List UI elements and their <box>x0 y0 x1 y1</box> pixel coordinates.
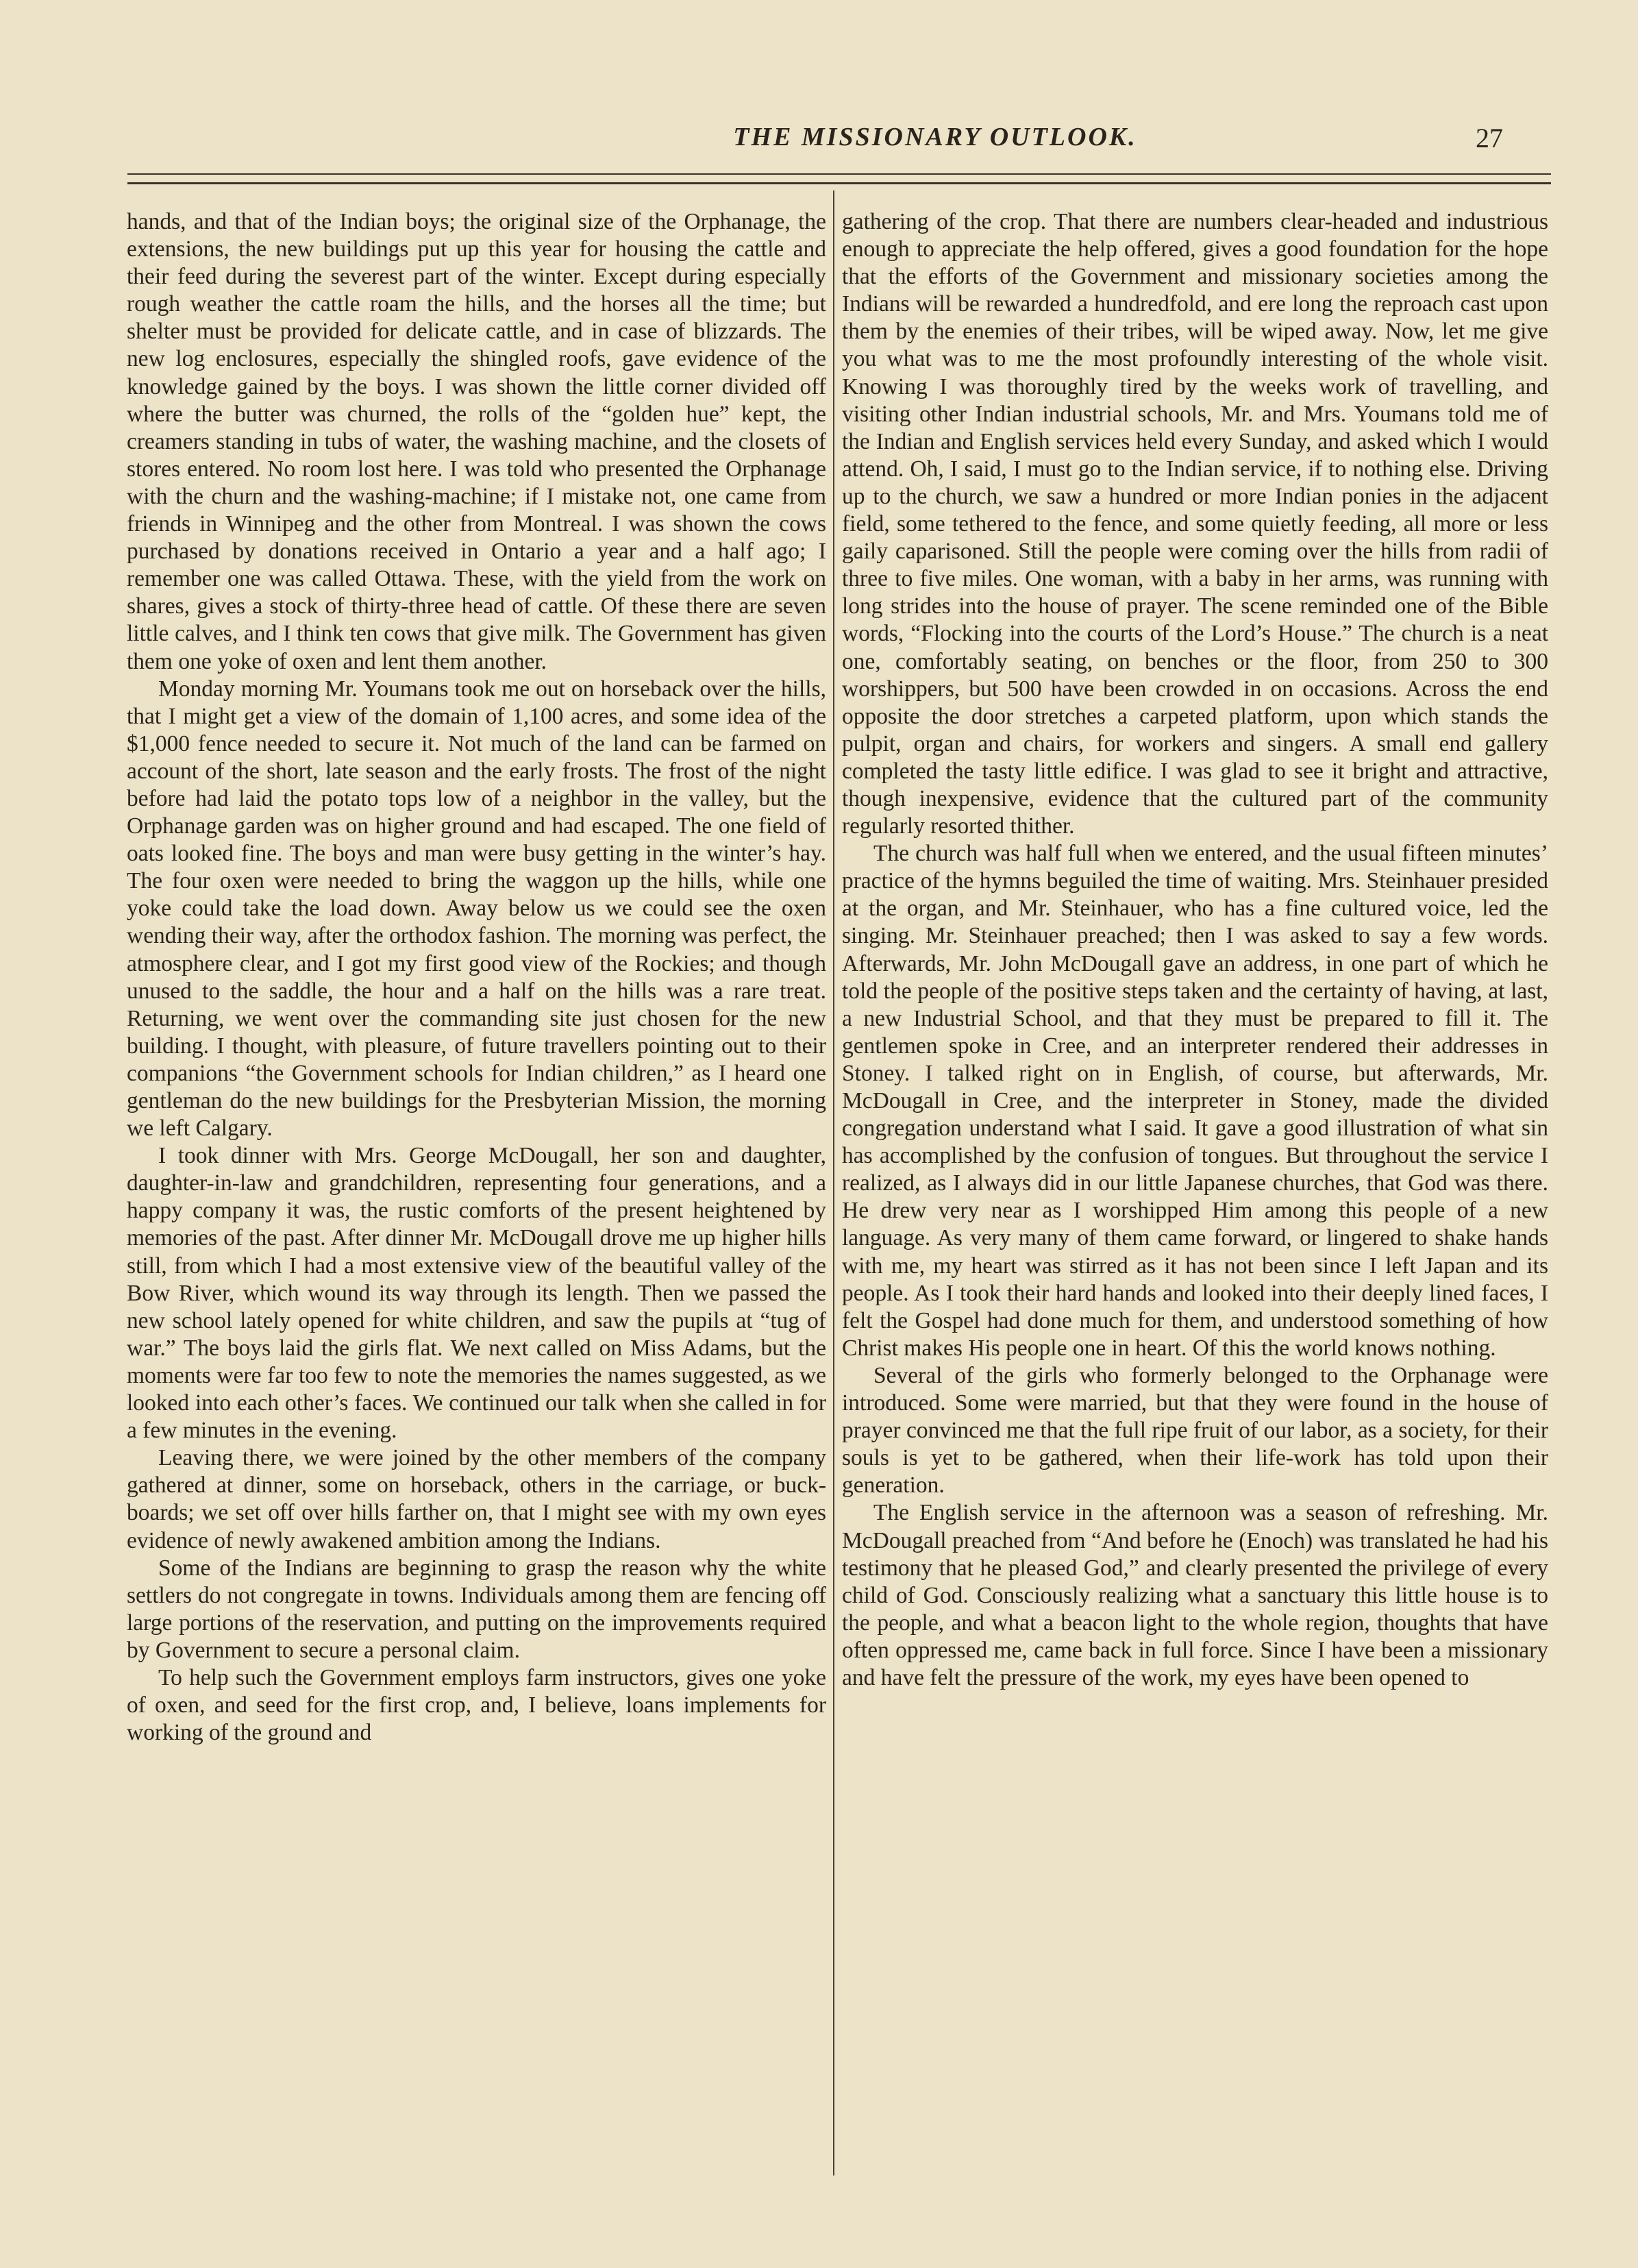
header-rule-thin <box>127 173 1551 175</box>
paragraph: Some of the Indians are beginning to grasp the reason why the white settlers do not congregate in towns. Individuals among them are fencing off large portions of the reservation, and putting on the improvements required by Government to secure a personal claim. <box>127 1555 826 1663</box>
paragraph: hands, and that of the Indian boys; the original size of the Orphanage, the extensions, the new buildings put up this year for housing the cattle and their feed during the severest part of the winter. Except during especially rough weather the cattle roam the hills, and the horses all the time; but shelter must be provided for delicate cattle, and in case of blizzards. The new log enclosures, especially the shingled roofs, gave evidence of the knowledge gained by the boys. I was shown the little corner divided off where the butter was churned, the rolls of the “golden hue” kept, the creamers standing in tubs of water, the washing machine, and the closets of stores entered. No room lost here. I was told who presented the Orphanage with the churn and the washing-machine; if I mistake not, one came from friends in Winnipeg and the other from Montreal. I was shown the cows purchased by donations received in Ontario a year and a half ago; I remember one was called Ottawa. These, with the yield from the work on shares, gives a stock of thirty-three head of cattle. Of these there are seven little calves, and I think ten cows that give milk. The Government has given them one yoke of oxen and lent them another. <box>127 209 826 674</box>
paragraph: The church was half full when we entered, and the usual fifteen minutes’ practice of the hymns beguiled the time of waiting. Mrs. Steinhauer presided at the organ, and Mr. Steinhauer, who has a fine cultured voice, led the singing. Mr. Steinhauer preached; then I was asked to say a few words. Afterwards, Mr. John McDougall gave an address, in one part of which he told the people of the positive steps taken and the certainty of having, at last, a new Industrial School, and that they must be prepared to fill it. The gentlemen spoke in Cree, and an interpreter rendered their addresses in Stoney. I talked right on in English, of course, but afterwards, Mr. McDougall in Cree, and the interpreter in Stoney, made the divided congregation understand what I said. It gave a good illustration of what sin has accomplished by the confusion of tongues. But throughout the service I realized, as I always did in our little Japanese churches, that God was there. He drew very near as I worshipped Him among this people of a new language. As very many of them came forward, or lingered to shake hands with me, my heart was stirred as it has not been since I left Japan and its people. As I took their hard hands and looked into their deeply lined faces, I felt the Gospel had done much for them, and understood something of how Christ makes His people one in heart. Of this the world knows nothing. <box>842 841 1548 1361</box>
paragraph: I took dinner with Mrs. George McDougall, her son and daughter, daughter-in-law and grandchildren, representing four generations, and a happy company it was, the rustic comforts of the present heightened by memories of the past. After dinner Mr. McDougall drove me up higher hills still, from which I had a most extensive view of the beautiful valley of the Bow River, which wound its way through its length. Then we passed the new school lately opened for white children, and saw the pupils at “tug of war.” The boys laid the girls flat. We next called on Miss Adams, but the moments were far too few to note the memories the names suggested, as we looked into each other’s faces. We continued our talk when she called in for a few minutes in the evening. <box>127 1143 826 1444</box>
paragraph: gathering of the crop. That there are numbers clear-headed and industrious enough to appreciate the help offered, gives a good foundation for the hope that the efforts of the Government and missionary societies among the Indians will be rewarded a hundredfold, and ere long the reproach cast upon them by the enemies of their tribes, will be wiped away. Now, let me give you what was to me the most profoundly interesting of the whole visit. Knowing I was thoroughly tired by the weeks work of travelling, and visiting other Indian industrial schools, Mr. and Mrs. Youmans told me of the Indian and English services held every Sunday, and asked which I would attend. Oh, I said, I must go to the Indian service, if to nothing else. Driving up to the church, we saw a hundred or more Indian ponies in the adjacent field, some tethered to the fence, and some quietly feeding, all more or less gaily caparisoned. Still the people were coming over the hills from radii of three to five miles. One woman, with a baby in her arms, was running with long strides into the house of prayer. The scene reminded one of the Bible words, “Flocking into the courts of the Lord’s House.” The church is a neat one, comfortably seating, on benches or the floor, from 250 to 300 worshippers, but 500 have been crowded in on occasions. Across the end opposite the door stretches a carpeted platform, upon which stands the pulpit, organ and chairs, for workers and singers. A small end gallery completed the tasty little edifice. I was glad to see it bright and attractive, though inexpensive, evidence that the cultured part of the community regularly resorted thither. <box>842 209 1548 839</box>
header-rule-thick <box>127 182 1551 184</box>
paragraph: Several of the girls who formerly belonged to the Orphanage were introduced. Some were married, but that they were found in the house of prayer convinced me that the full ripe fruit of our labor, as a society, for their souls is yet to be gathered, when their life-work has told upon their generation. <box>842 1362 1548 1499</box>
page-header <box>123 122 1548 163</box>
paragraph: Leaving there, we were joined by the other members of the company gathered at dinner, some on horseback, others in the carriage, or buck-boards; we set off over hills farther on, that I might see with my own eyes evidence of newly awakened ambition among the Indians. <box>127 1445 826 1553</box>
left-column <box>127 208 826 2175</box>
right-column <box>842 208 1548 2175</box>
column-divider <box>833 190 834 2175</box>
running-title: THE MISSIONARY OUTLOOK. <box>733 123 1137 151</box>
paragraph: Monday morning Mr. Youmans took me out on horseback over the hills, that I might get a view of the domain of 1,100 acres, and some idea of the $1,000 fence needed to secure it. Not much of the land can be farmed on account of the short, late season and the early frosts. The frost of the night before had laid the potato tops low of a neighbor in the valley, but the Orphanage garden was on higher ground and had escaped. The one field of oats looked fine. The boys and man were busy getting in the winter’s hay. The four oxen were needed to bring the waggon up the hills, while one yoke could take the load down. Away below us we could see the oxen wending their way, after the orthodox fashion. The morning was perfect, the atmosphere clear, and I got my first good view of the Rockies; and though unused to the saddle, the hour and a half on the hills was a rare treat. Returning, we went over the commanding site just chosen for the new building. I thought, with pleasure, of future travellers pointing out to their companions “the Government schools for Indian children,” as I heard one gentleman do the new buildings for the Presbyterian Mission, the morning we left Calgary. <box>127 676 826 1142</box>
paragraph: The English service in the afternoon was a season of refreshing. Mr. McDougall preached from “And before he (Enoch) was translated he had his testimony that he pleased God,” and clearly presented the privilege of every child of God. Consciously realizing what a sanctuary this little house is to the people, and what a beacon light to the whole region, thoughts that have often oppressed me, came back in full force. Since I have been a missionary and have felt the pressure of the work, my eyes have been opened to <box>842 1500 1548 1690</box>
paragraph: To help such the Government employs farm instructors, gives one yoke of oxen, and seed for the first crop, and, I believe, loans implements for working of the ground and <box>127 1664 826 1746</box>
page-number: 27 <box>1476 123 1503 153</box>
